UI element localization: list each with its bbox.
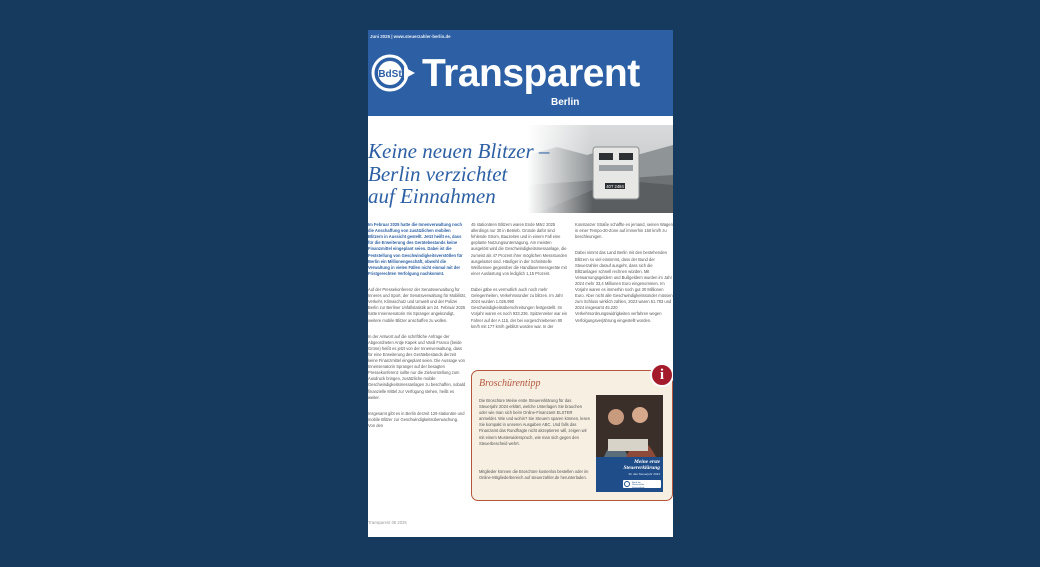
bdst-logo-icon bbox=[624, 481, 630, 487]
brochure-cover-logo-text: Bund der Steuerzahler Deutschland bbox=[632, 481, 645, 489]
article-paragraph: 45 stationären Blitzern waren Ende März 2025 allerdings nur 30 in Betrieb. Gründe dafür sind fehlende Strom, Bauzeiten und in einem Fall eine geplante Nutzungsuntersagung. Am meisten ausgelöst wird die Geschwindigkeitsmessanlage, die zumeist als 47 Prozent ihrer möglichen Messstunden ausgelastet sind. Häufiger in der Schnitstelle Weißensee gegenüber die Handlasermessgeräte mit einer Auslastung von lediglich 1,15 Prozent. bbox=[471, 222, 568, 276]
brochure-tip-title: Broschürentipp bbox=[479, 378, 541, 389]
brochure-cover-subtitle: für das Steuerjahr 2024 bbox=[628, 472, 660, 476]
article-lead: Im Februar 2025 hatte die Innenverwaltung noch die Anschaffung von zusätzlichen mobilen Blitzern in Aussicht gestellt. Jetzt heißt es, dass für die Erweiterung des Gerätebestands keine Finanzmittel eingeplant seien. Dabei ist die Feststellung von Geschwindigkeitsverstößen für Berlin ein Millionengeschäft, obwohl die Verwaltung in vielen Fällen nicht einmal mit der Fristgerechten Verfolgung nachkommt. bbox=[368, 222, 463, 276]
issue-meta: Juni 2025 | www.steuerzahler-berlin.de bbox=[370, 34, 451, 39]
brochure-cover-photo bbox=[596, 395, 663, 457]
brand-subtitle: Berlin bbox=[551, 97, 580, 108]
masthead bbox=[368, 30, 673, 116]
article-paragraph: Dabei gäbe es vermutlich auch noch mehr Gelegenheiten, Verkehrssünder zu blitzen. Im Jahr 2024 wurden 1.026.990 Geschwindigkeitsüberschreitungen festgestellt. Im Vorjahr waren es noch 933.236. Spitzenreiter war ein Fahrer auf der A 115, der bei vorgeschriebenen 80 km/h mit 177 km/h geblitzt worden war. In der bbox=[471, 287, 568, 329]
article-paragraph: Konstanzer Straße schaffte es jemand, seinen Wagen in einer Tempo-30-Zone auf immerhin 150 km/h zu beschleunigen. bbox=[575, 222, 673, 240]
brochure-cover-title: Meine erste Steuererklärung bbox=[623, 459, 660, 471]
magazine-page bbox=[368, 30, 673, 537]
brand-title: Transparent bbox=[422, 52, 640, 95]
brochure-cover-image bbox=[596, 395, 663, 492]
page-number: 1 bbox=[676, 519, 679, 525]
logo-text: BdSt bbox=[378, 69, 402, 80]
article-headline: Keine neuen Blitzer – Berlin verzichtet auf Einnahmen bbox=[368, 139, 550, 208]
bdst-logo-icon bbox=[370, 53, 418, 93]
article-paragraph: Auf der Pressekonferenz der Senatsverwaltung für Inneres und Sport, der Senatsverwaltung für Mobilität, Verkehr, Klimaschutz und Umwelt und der Polizei Berlin zur Berliner Unfallstatistik am 24. Februar 2025 hatte Innensenatorin Iris Spranger angekündigt, weitere mobile Blitzer anschaffen zu wollen. bbox=[368, 287, 466, 323]
article-paragraph: Insgesamt gibt es in Berlin derzeit 129 stationäre und mobile Blitzer zur Geschwindigkeitsüberwachung. Von den bbox=[368, 410, 465, 428]
info-icon: i bbox=[650, 363, 673, 387]
article-column-1 bbox=[368, 216, 466, 537]
article-column-2 bbox=[471, 216, 569, 386]
brochure-tip-order-text: Mitglieder können die Broschüre kostenlos bestellen oder im Online-Mitgliederbereich auf steuerzahler.de herunterladen. bbox=[479, 469, 589, 481]
brochure-tip-text: Die Broschüre Meine erste Steuererklärung für das Steuerjahr 2024 erklärt, welche Unterlagen Sie brauchen oder wie man sich beim Online-Finanzamt ELSTER anmeldet. Wie und wohin? Sie Steuern sparen können, lesen Sie kompakt in unseren Ausgaben ABC. Und falls das Finanzamt das Rundfragte nicht akzeptieren will, zeigen wir mit einem Musterwiderspruch, wie man sich gegen den Steuerbescheid wehrt. bbox=[479, 398, 591, 446]
article-paragraph: Dabei nimmt das Land Berlin mit den bestehenden Blitzern so viel einnimmt, dass der Bund der Steuerzahler darauf ausgeht, dass sich die Blitzanlagen schnell rechnen würden. Mit Verwarnungsgeldern und Bußgeldern wurden im Jahr 2024 mehr 33,4 Millionen Euro eingenommen. Im Vorjahr waren es immerhin noch gut 30 Millionen Euro. Aber nicht alle Geschwindigkeitssünder müssen zum Schluss wirklich zahlen, 2023 waren 51.783 und 2024 insgesamt 45.220 Verkehrsordnungswidrigkeiten verfahren wegen Verfolgungsverjährung eingestellt worden. bbox=[575, 250, 673, 323]
brochure-cover-logo bbox=[623, 480, 661, 488]
footer-issue: Transparent 06 2025 bbox=[368, 520, 407, 525]
article-paragraph: In der Antwort auf die schriftliche Anfrage der Abgeordneten Antje Kapek und Vasili Franco (beide Grüne) heißt es jetzt von der Innenverwaltung, dass für eine Erweiterung des Gerätebestands derzeit keine Finanzmittel eingeplant seien. Die Aussage von Innensenatorin Spranger auf der besagten Pressekonferenz sollte nur die Zielvorstellung zum Ausdruck bringen, zusätzliche mobile Geschwindigkeitsmessanlagen zu beschaffen, sobald finanzielle Mittel zur Verfügung stehen, heißt es weiter. bbox=[368, 333, 466, 400]
